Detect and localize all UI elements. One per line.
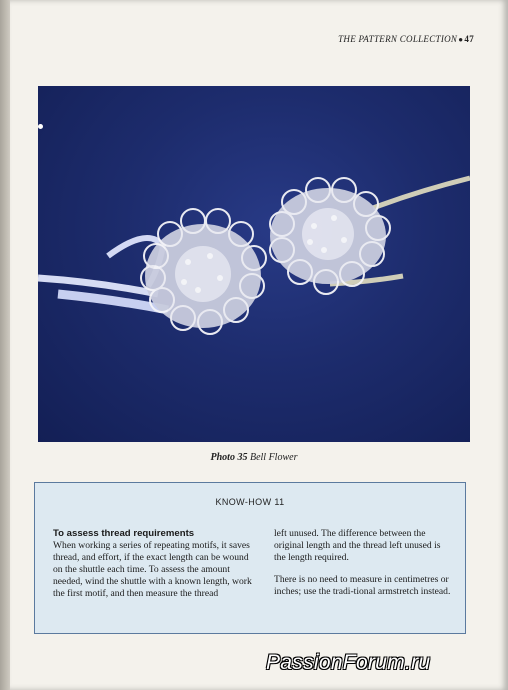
pin-mark <box>38 124 43 129</box>
know-how-text-3: There is no need to measure in centimetres or inches; use the tradi-tional armstretch instead. <box>274 574 451 598</box>
know-how-column-2 <box>274 528 452 598</box>
know-how-text-1: When working a series of repeating motifs, it saves thread, and effort, if the exact length can be wound on the shuttle each time. To assess the amount needed, wind the shuttle with a known length, work the first motif, and then measure the thread <box>53 540 252 600</box>
site-watermark: PassionForum.ru <box>266 651 431 674</box>
know-how-box <box>34 482 466 634</box>
know-how-title: KNOW-HOW 11 <box>215 497 285 507</box>
know-how-column-1 <box>53 528 258 601</box>
caption-text: Bell Flower <box>249 452 298 463</box>
caption-label: Photo 35 <box>210 452 248 463</box>
know-how-heading: To assess thread requirements <box>53 528 195 539</box>
photo-caption <box>0 452 508 463</box>
know-how-text-2: left unused. The difference between the original length and the thread left unused is the length required. <box>274 528 441 564</box>
bell-flower-photo <box>38 86 470 442</box>
running-title: THE PATTERN COLLECTION <box>338 34 458 44</box>
bullet-icon: ● <box>458 35 464 44</box>
tatted-flowers-illustration <box>38 86 470 442</box>
running-header <box>338 34 474 44</box>
page-number: 47 <box>464 34 474 44</box>
book-spine-shadow <box>0 0 10 690</box>
